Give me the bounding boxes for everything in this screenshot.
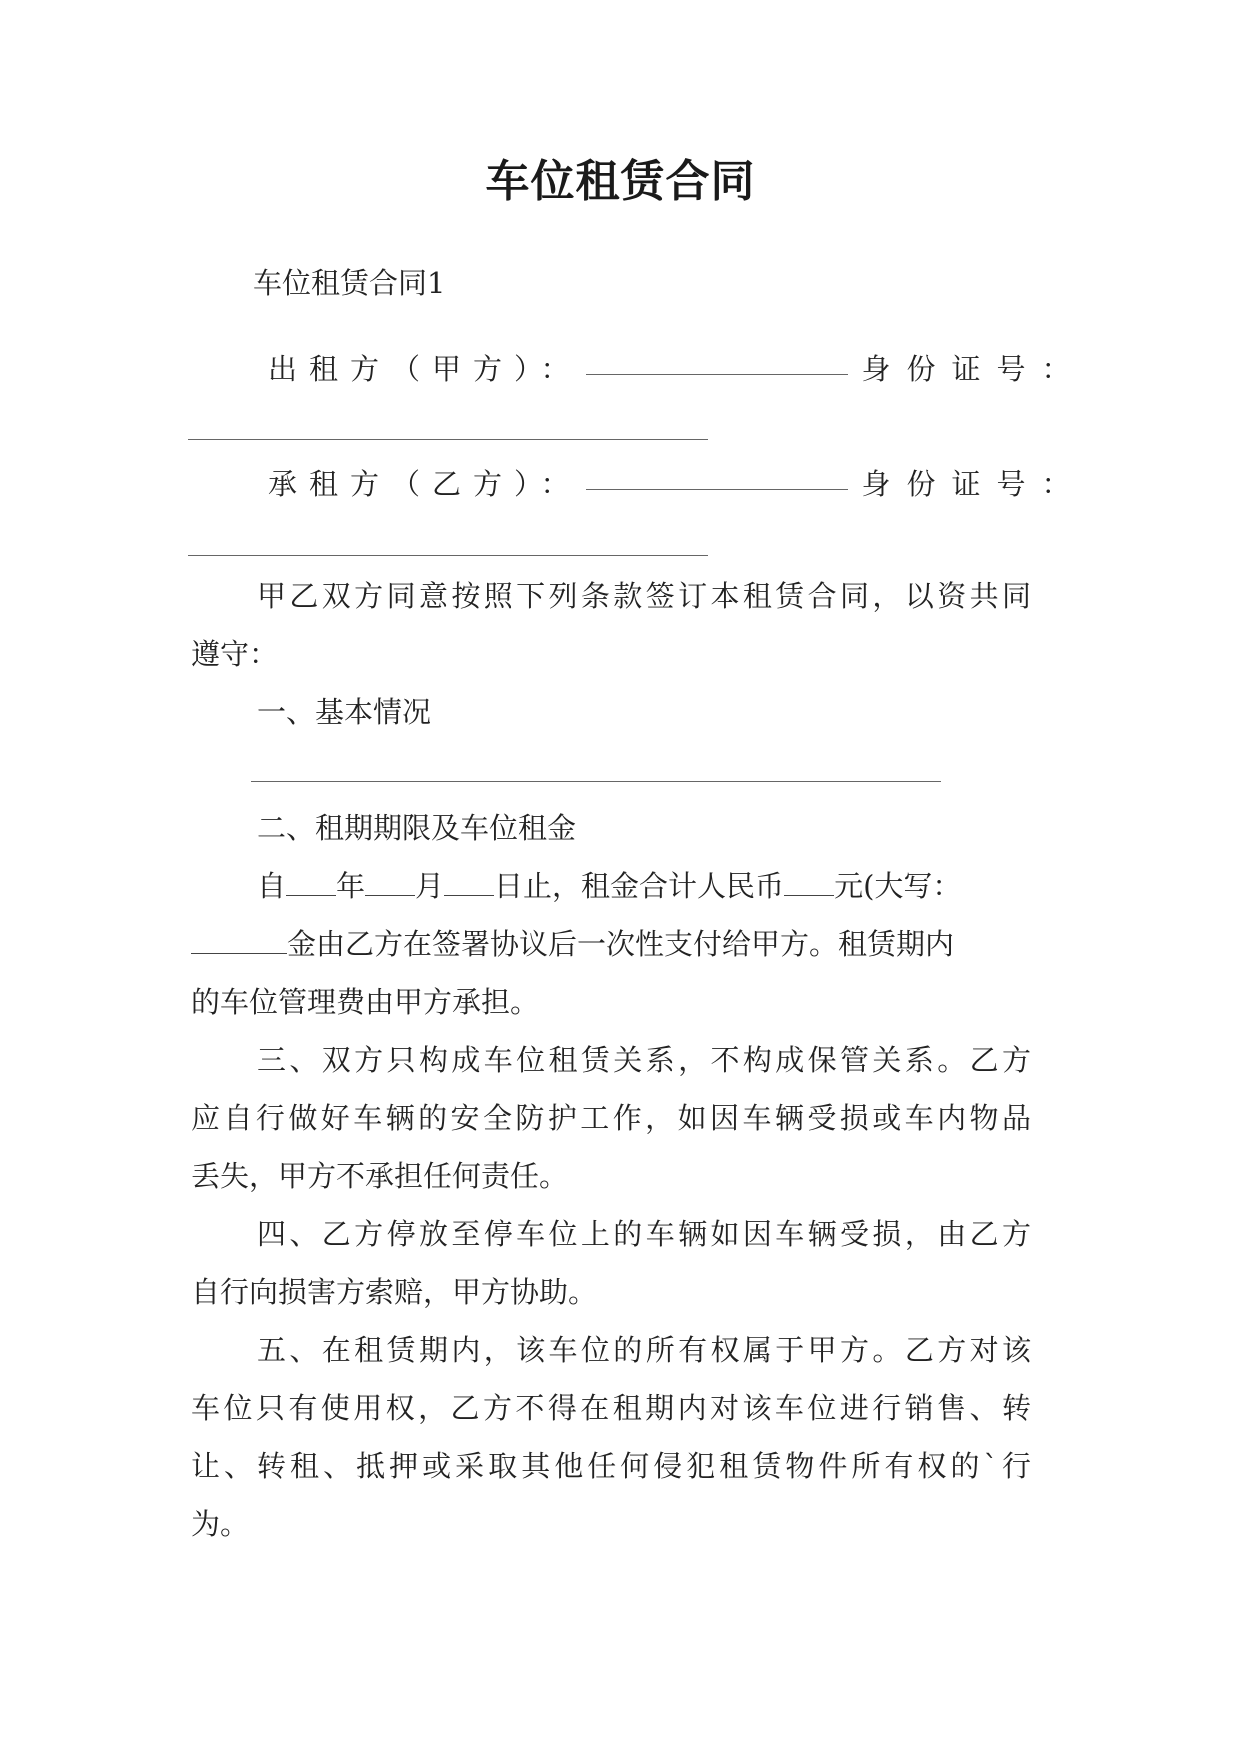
term-line-2 [191, 915, 1031, 973]
lessee-id-label: 身份证号： [861, 467, 1087, 501]
intro-line-2: 遵守： [191, 637, 279, 671]
term-month-label: 月 [415, 869, 445, 903]
section-4-line-2: 自行向损害方索赔，甲方协助。 [191, 1275, 598, 1309]
term-rent-label: 日止，租金合计人民币 [494, 869, 785, 903]
term-line-3: 的车位管理费由甲方承担。 [191, 985, 540, 1019]
lessee-label: 承租方（乙方）： [268, 467, 582, 501]
section-4-line-1: 四、乙方停放至停车位上的车辆如因车辆受损，由乙方 [257, 1217, 1031, 1251]
subtitle: 车位租赁合同1 [253, 266, 446, 300]
section-3-line-2: 应自行做好车辆的安全防护工作，如因车辆受损或车内物品 [191, 1101, 1031, 1135]
term-year-label: 年 [336, 869, 366, 903]
term-year-blank [286, 871, 336, 896]
section-3-line-3: 丢失，甲方不承担任何责任。 [191, 1159, 569, 1193]
term-month-blank [365, 871, 415, 896]
section-5-line-2: 车位只有使用权，乙方不得在租期内对该车位进行销售、转 [191, 1391, 1031, 1425]
rent-capital-label: 元(大写： [834, 869, 962, 903]
section-3-line-1: 三、双方只构成车位租赁关系，不构成保管关系。乙方 [257, 1043, 1031, 1077]
section-1-heading: 一、基本情况 [257, 695, 432, 729]
page-title: 车位租赁合同 [485, 156, 756, 207]
section-5-line-4: 为。 [191, 1507, 250, 1541]
lessor-id-label: 身份证号： [861, 352, 1087, 386]
term-line-1 [191, 857, 1031, 915]
lessor-name-blank [586, 344, 848, 375]
lessee-name-blank [586, 459, 848, 490]
section-5-line-1: 五、在租赁期内，该车位的所有权属于甲方。乙方对该 [257, 1333, 1031, 1367]
term-from-label: 自 [257, 869, 287, 903]
lessee-id-blank [188, 555, 708, 556]
lessor-label: 出租方（甲方）： [268, 352, 582, 386]
term-day-blank [444, 871, 494, 896]
section-5-line-3: 让、转租、抵押或采取其他任何侵犯租赁物件所有权的`行 [191, 1449, 1031, 1483]
intro-line-1: 甲乙双方同意按照下列条款签订本租赁合同，以资共同 [257, 579, 1031, 613]
contract-body [191, 567, 1031, 1553]
lessee-line [268, 455, 1087, 513]
lessor-id-blank [188, 439, 708, 440]
rent-amount-blank [784, 871, 834, 896]
basic-info-blank [191, 741, 1031, 799]
section-2-heading: 二、租期期限及车位租金 [257, 811, 577, 845]
rent-capital-blank [191, 929, 287, 954]
lessor-line [268, 340, 1087, 398]
term-line-2-text: 金由乙方在签署协议后一次性支付给甲方。租赁期内 [287, 927, 955, 961]
